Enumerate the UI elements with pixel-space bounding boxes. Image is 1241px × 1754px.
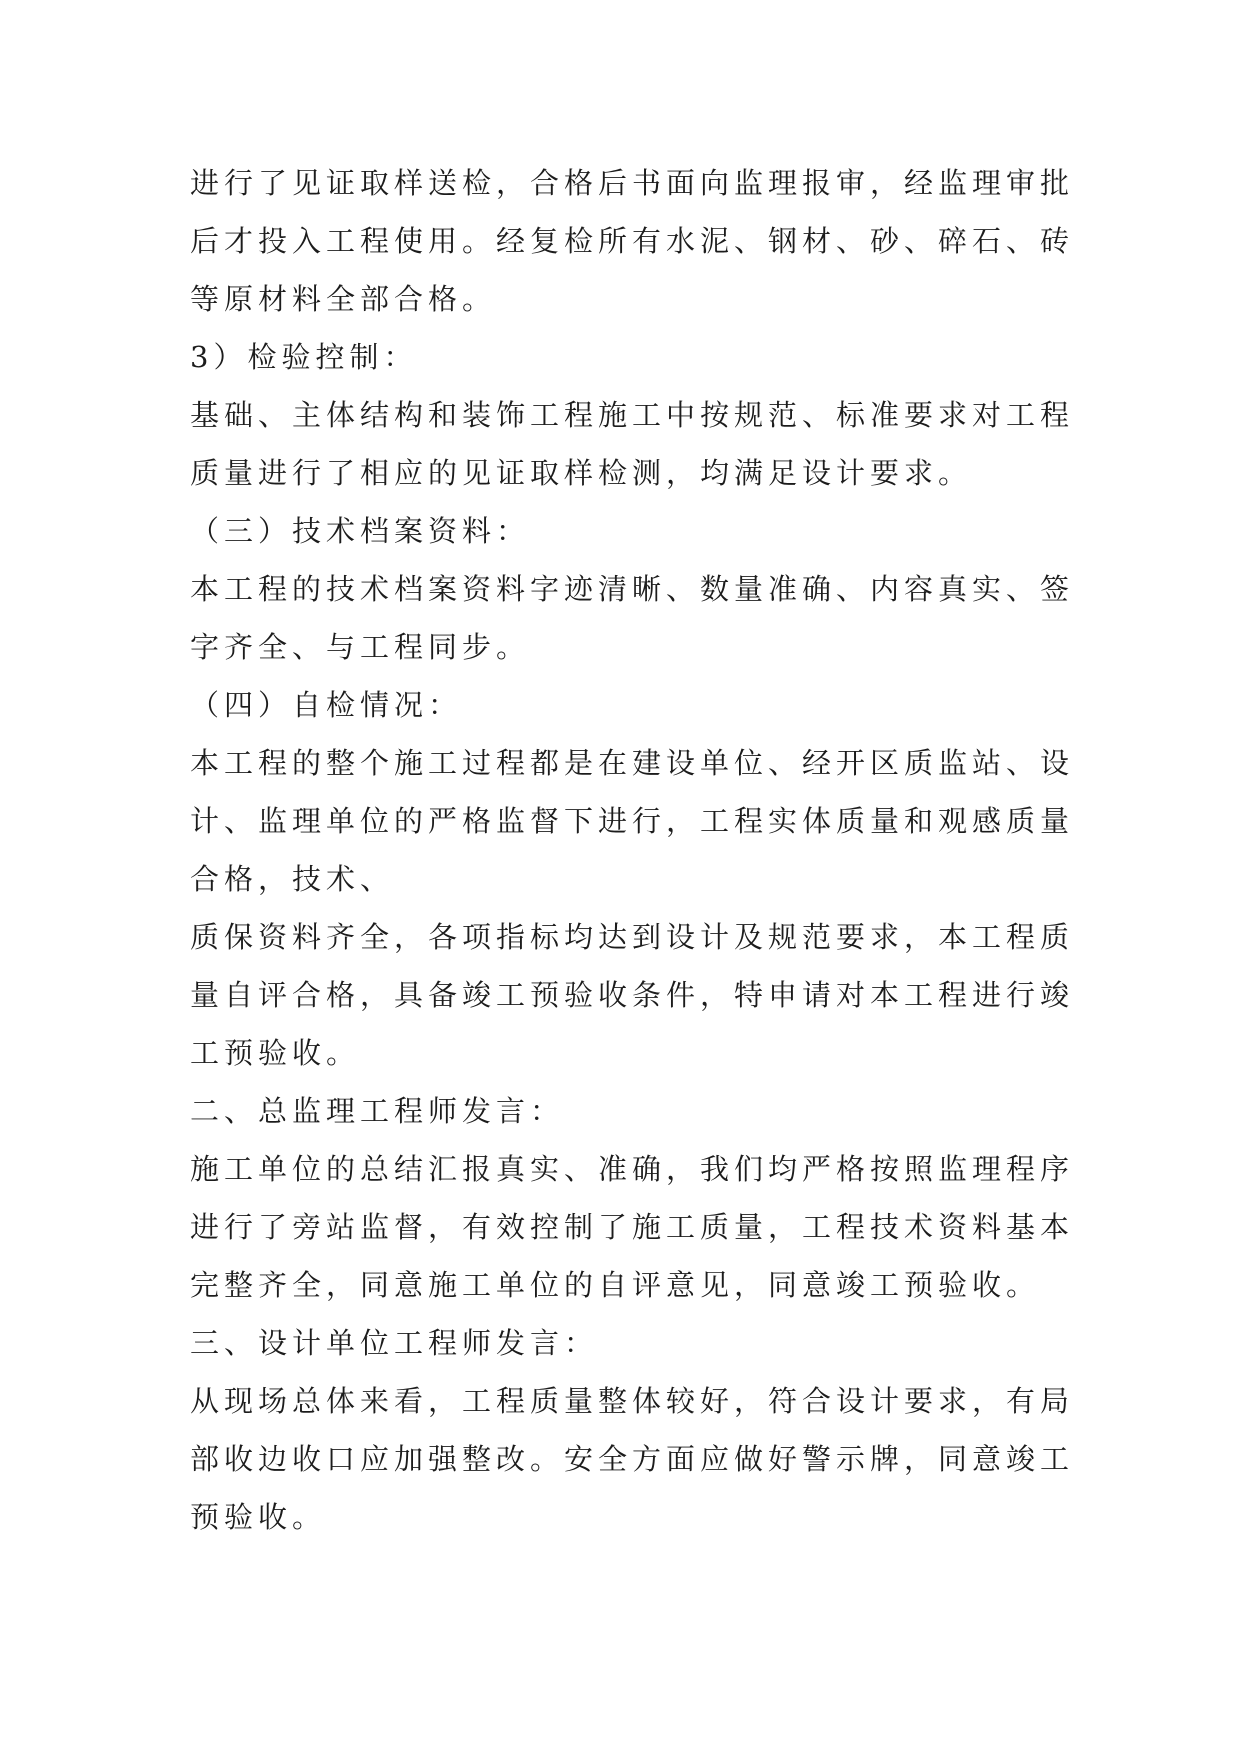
text-line: 施工单位的总结汇报真实、准确，我们均严格按照监理程序 (190, 1152, 1075, 1186)
section-heading: 3）检验控制： (190, 340, 418, 374)
text-line: 合格，技术、 (190, 862, 395, 896)
text-line: 等原材料全部合格。 (190, 282, 497, 316)
text-line: 字齐全、与工程同步。 (190, 630, 531, 664)
text-line: 本工程的技术档案资料字迹清晰、数量准确、内容真实、签 (190, 572, 1075, 606)
text-line: 质保资料齐全，各项指标均达到设计及规范要求，本工程质 (190, 920, 1075, 954)
text-line: 后才投入工程使用。经复检所有水泥、钢材、砂、碎石、砖 (190, 224, 1075, 258)
section-heading: 三、设计单位工程师发言： (190, 1326, 599, 1360)
section-heading: 二、总监理工程师发言： (190, 1094, 565, 1128)
text-line: 部收边收口应加强整改。安全方面应做好警示牌，同意竣工 (190, 1442, 1075, 1476)
text-line: 计、监理单位的严格监督下进行，工程实体质量和观感质量 (190, 804, 1075, 838)
text-line: 本工程的整个施工过程都是在建设单位、经开区质监站、设 (190, 746, 1075, 780)
text-line: 基础、主体结构和装饰工程施工中按规范、标准要求对工程 (190, 398, 1075, 432)
text-line: 质量进行了相应的见证取样检测，均满足设计要求。 (190, 456, 973, 490)
section-heading: （三）技术档案资料： (190, 514, 531, 548)
document-body (190, 154, 1075, 1546)
section-heading: （四）自检情况： (190, 688, 463, 722)
text-line: 预验收。 (190, 1500, 327, 1534)
text-line: 量自评合格，具备竣工预验收条件，特申请对本工程进行竣 (190, 978, 1075, 1012)
text-line: 完整齐全，同意施工单位的自评意见，同意竣工预验收。 (190, 1268, 1041, 1302)
text-line: 从现场总体来看，工程质量整体较好，符合设计要求，有局 (190, 1384, 1075, 1418)
text-line: 进行了见证取样送检，合格后书面向监理报审，经监理审批 (190, 166, 1075, 200)
text-line: 进行了旁站监督，有效控制了施工质量，工程技术资料基本 (190, 1210, 1075, 1244)
text-line: 工预验收。 (190, 1036, 361, 1070)
